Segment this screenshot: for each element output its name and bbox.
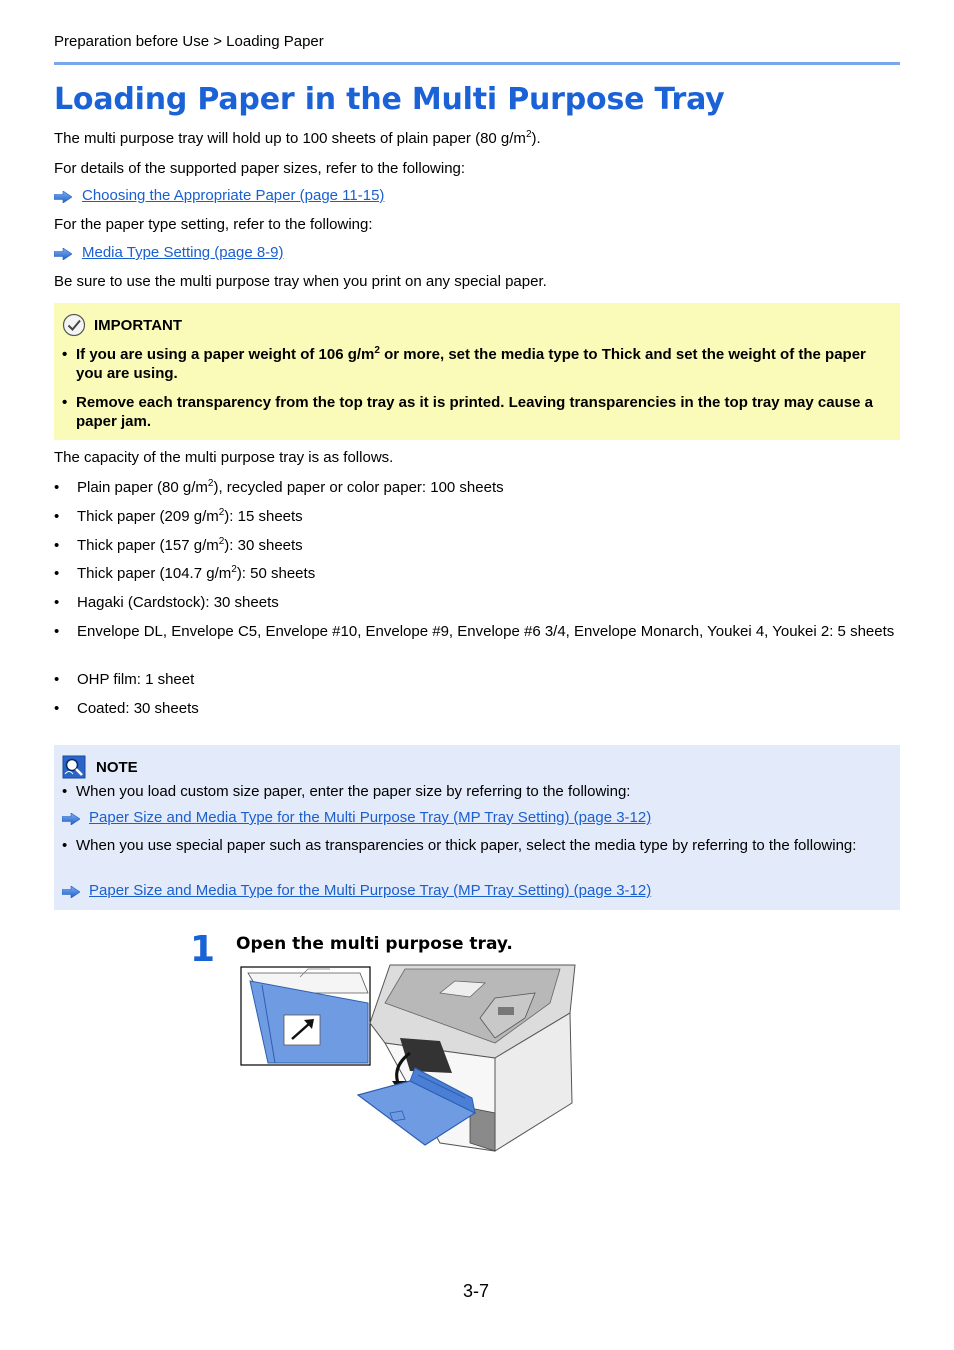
paper-choice-link[interactable]: Choosing the Appropriate Paper (page 11-15) <box>82 187 385 204</box>
printer-illustration <box>240 963 580 1153</box>
list-item <box>54 564 900 583</box>
list-item-text: Hagaki (Cardstock): 30 sheets <box>77 594 279 611</box>
media-type-link[interactable]: Media Type Setting (page 8-9) <box>82 244 284 261</box>
note-item-text: When you use special paper such as transparencies or thick paper, select the media type by referring to the following: <box>76 837 857 854</box>
note-item <box>62 836 882 855</box>
bullet: • <box>54 700 60 717</box>
bullet: • <box>62 346 68 363</box>
capacity-intro: The capacity of the multi purpose tray is as follows. <box>54 449 394 466</box>
important-heading <box>62 313 182 337</box>
important-item-text: Remove each transparency from the top tray as it is printed. Leaving transparencies in the top tray may cause a paper jam. <box>76 394 873 430</box>
list-item-text: Envelope DL, Envelope C5, Envelope #10, Envelope #9, Envelope #6 3/4, Envelope Monarch, Youkei 4, Youkei 2: 5 sheets <box>77 623 895 640</box>
right-arrow-icon <box>62 813 80 825</box>
bullet: • <box>54 565 60 582</box>
intro-text-end: ). <box>531 130 541 147</box>
bullet: • <box>54 594 60 611</box>
text: or more, set the media type to Thick and set the weight of the paper you are using. <box>76 346 866 382</box>
header-rule <box>54 62 900 65</box>
superscript: 2 <box>231 564 237 575</box>
note-item-text: When you load custom size paper, enter the paper size by referring to the following: <box>76 783 631 800</box>
page-number: 3-7 <box>463 1281 490 1301</box>
superscript: 2 <box>374 345 380 356</box>
text: ): 15 sheets <box>224 508 303 525</box>
list-item-text <box>77 507 900 526</box>
right-arrow-icon <box>62 886 80 898</box>
list-item <box>54 536 900 555</box>
checkmark-circle-icon <box>62 313 86 337</box>
list-item <box>54 622 900 641</box>
reference-link-row <box>54 187 384 204</box>
intro-paragraph-4: Be sure to use the multi purpose tray when you print on any special paper. <box>54 273 547 290</box>
note-item <box>62 782 882 801</box>
inset-detail <box>241 967 370 1065</box>
important-label: IMPORTANT <box>94 316 183 334</box>
note-label: NOTE <box>96 758 138 776</box>
right-arrow-icon <box>54 248 72 260</box>
step-instruction: Open the multi purpose tray. <box>236 934 513 954</box>
text: Thick paper (209 g/m <box>77 508 219 525</box>
list-item <box>54 699 900 718</box>
intro-paragraph-2: For details of the supported paper sizes, refer to the following: <box>54 160 466 177</box>
list-item-text <box>77 478 900 497</box>
bullet: • <box>54 671 60 688</box>
list-item-text: Coated: 30 sheets <box>77 700 199 717</box>
list-item <box>54 593 900 612</box>
list-item-text: OHP film: 1 sheet <box>77 671 195 688</box>
bullet: • <box>54 623 60 640</box>
important-item <box>62 393 882 431</box>
superscript: 2 <box>218 536 225 547</box>
intro-paragraph-3: For the paper type setting, refer to the following: <box>54 216 373 233</box>
bullet: • <box>54 508 60 525</box>
mp-tray-setting-link[interactable]: Paper Size and Media Type for the Multi Purpose Tray (MP Tray Setting) (page 3-12) <box>89 882 652 899</box>
text: Thick paper (157 g/m <box>77 537 219 554</box>
mp-tray-setting-link[interactable]: Paper Size and Media Type for the Multi Purpose Tray (MP Tray Setting) (page 3-12) <box>89 809 652 826</box>
list-item <box>54 478 900 497</box>
bullet: • <box>62 837 68 854</box>
intro-paragraph-1 <box>54 130 541 147</box>
superscript: 2 <box>207 478 214 489</box>
page-title: Loading Paper in the Multi Purpose Tray <box>54 82 725 117</box>
text: ): 50 sheets <box>236 565 316 582</box>
important-item <box>62 345 882 383</box>
superscript: 2 <box>525 129 532 140</box>
note-link-row <box>62 809 651 826</box>
list-item-text <box>77 564 900 583</box>
superscript: 2 <box>218 507 225 518</box>
intro-text: The multi purpose tray will hold up to 100 sheets of plain paper (80 g/m <box>54 130 526 147</box>
list-item <box>54 507 900 526</box>
text: Thick paper (104.7 g/m <box>77 565 232 582</box>
list-item <box>54 670 900 689</box>
breadcrumb: Preparation before Use > Loading Paper <box>54 33 324 50</box>
text: If you are using a paper weight of 106 g/m <box>76 346 375 363</box>
step-number: 1 <box>190 929 216 970</box>
text: Plain paper (80 g/m <box>77 479 208 496</box>
reference-link-row <box>54 244 284 261</box>
note-link-row <box>62 882 651 899</box>
note-box <box>54 745 900 910</box>
bullet: • <box>62 783 68 800</box>
arrow-icon <box>284 1015 320 1045</box>
text: ): 30 sheets <box>224 537 303 554</box>
right-arrow-icon <box>54 191 72 203</box>
important-box <box>54 303 900 440</box>
magnifier-note-icon <box>62 755 86 779</box>
note-heading <box>62 755 138 779</box>
bullet: • <box>62 394 68 411</box>
bullet: • <box>54 537 60 554</box>
text: ), recycled paper or color paper: 100 sheets <box>213 479 504 496</box>
list-item-text <box>77 536 900 555</box>
bullet: • <box>54 479 60 496</box>
important-item-text <box>76 345 882 383</box>
